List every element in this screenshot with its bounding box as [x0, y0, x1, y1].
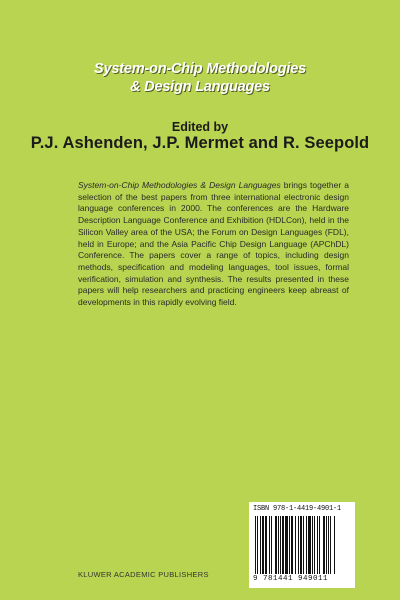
- description-book-title: System-on-Chip Methodologies & Design Languages: [78, 180, 281, 190]
- edited-by-label: Edited by: [171, 120, 229, 134]
- book-title: [0, 60, 400, 96]
- barcode-number: 9 781441 949011: [253, 575, 329, 583]
- editors-names: P.J. Ashenden, J.P. Mermet and R. Seepold: [30, 134, 370, 152]
- book-title-line1: System-on-Chip Methodologies: [94, 61, 306, 77]
- book-title-line2: & Design Languages: [130, 79, 270, 95]
- book-description: [78, 180, 349, 309]
- barcode-block: [249, 502, 355, 588]
- barcode-icon: [255, 516, 351, 574]
- isbn-label: ISBN 978-1-4419-4901-1: [253, 505, 342, 513]
- publisher-name: KLUWER ACADEMIC PUBLISHERS: [78, 570, 209, 579]
- description-body: brings together a selection of the best papers from three international electronic design language conferences in 2000. The conferences are the Hardware Description Language Conference and Exhibition (HDLCon), held in the Silicon Valley area of the USA; the Forum on Design Languages (FDL), held in Europe; and the Asia Pacific Chip Design Language (APChDL) Conference. The papers cover a range of topics, including design methods, specification and modeling languages, tool issues, formal verification, simulation and synthesis. The results presented in these papers will help researchers and practicing engineers keep abreast of developments in this rapidly evolving field.: [78, 180, 350, 308]
